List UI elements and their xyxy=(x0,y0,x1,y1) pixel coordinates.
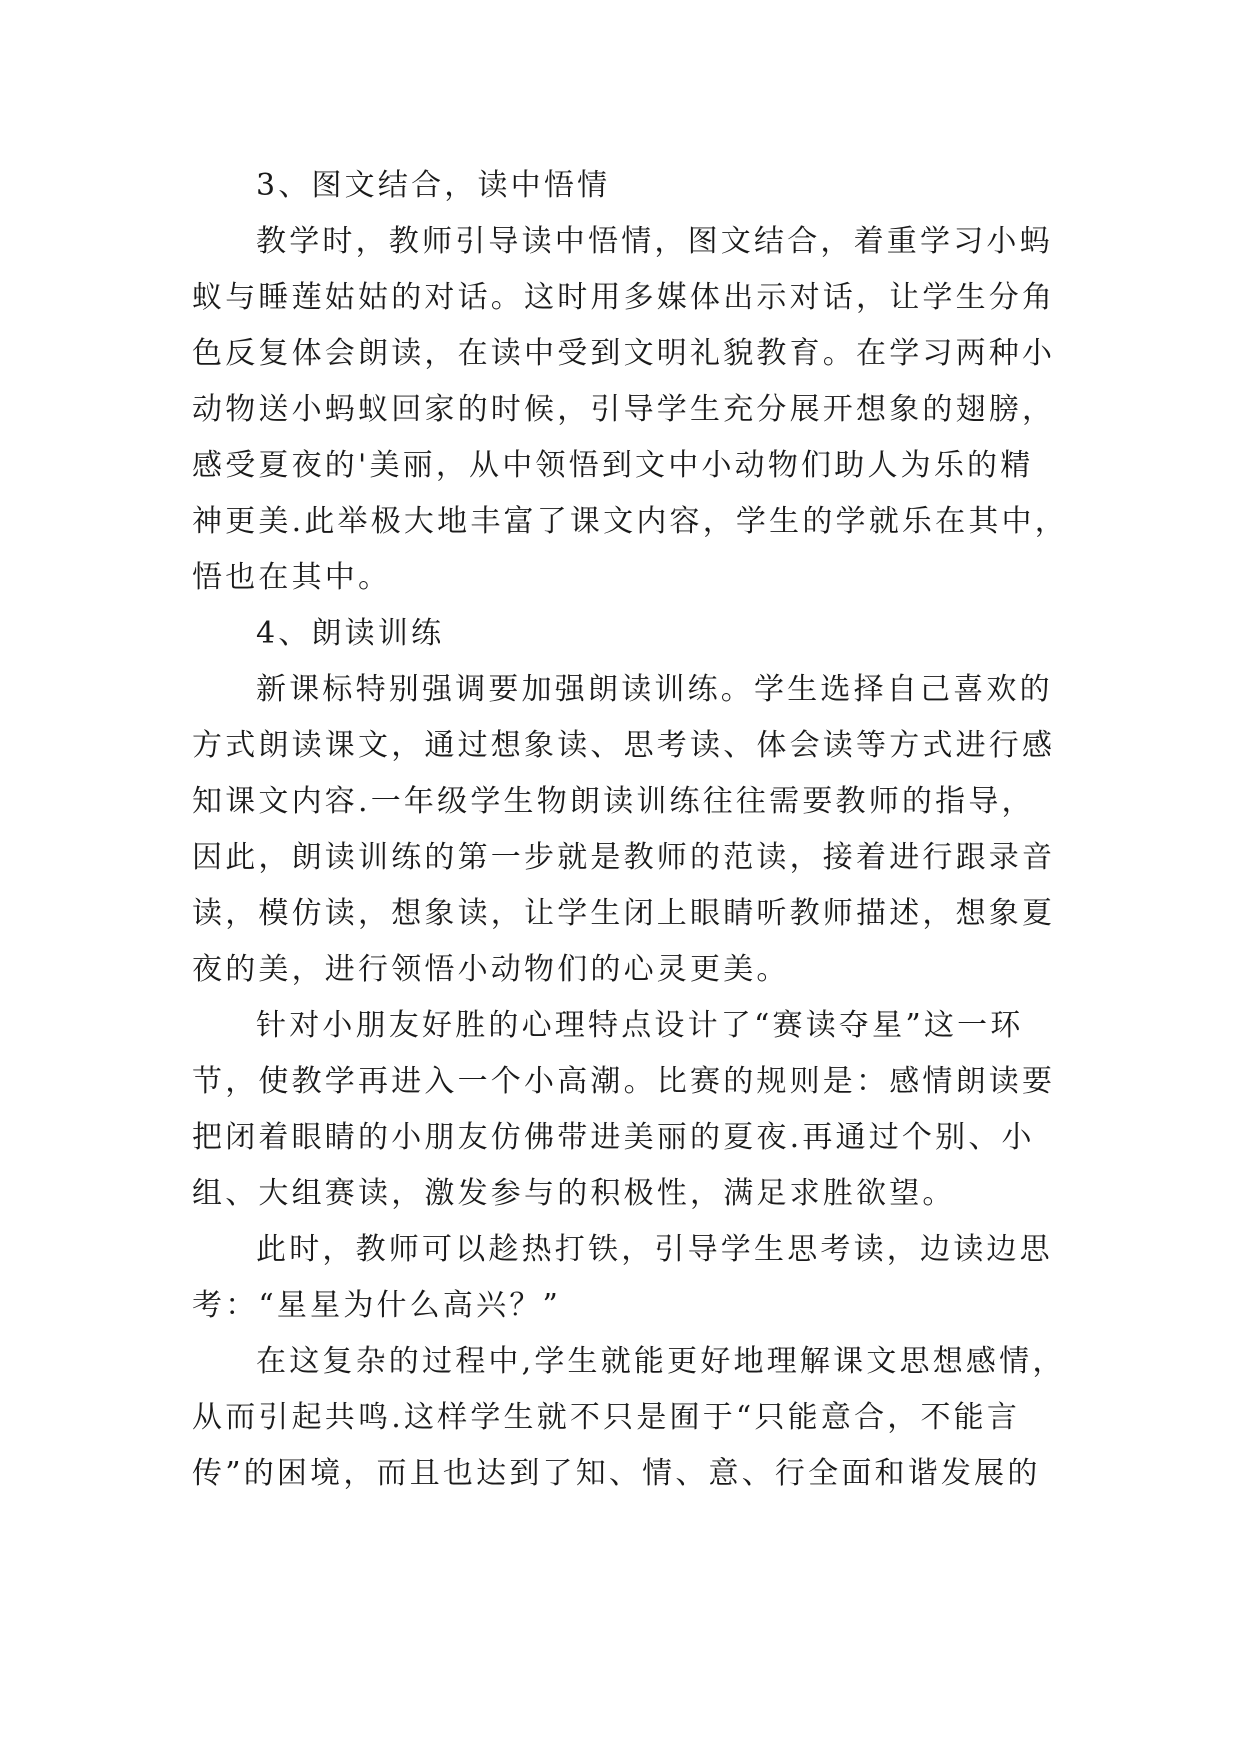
section-heading-3: 3、图文结合，读中悟情 xyxy=(256,168,611,203)
text-line: 方式朗读课文，通过想象读、思考读、体会读等方式进行感 xyxy=(192,728,1056,763)
text-line: 传”的困境，而且也达到了知、情、意、行全面和谐发展的 xyxy=(192,1456,1041,1491)
text-line: 教学时，教师引导读中悟情，图文结合，着重学习小蚂 xyxy=(256,224,1053,259)
text-line: 组、大组赛读，激发参与的积极性，满足求胜欲望。 xyxy=(192,1176,956,1211)
text-line: 感受夏夜的'美丽，从中领悟到文中小动物们助人为乐的精 xyxy=(192,448,1034,483)
text-line: 夜的美，进行领悟小动物们的心灵更美。 xyxy=(192,952,790,987)
text-line: 悟也在其中。 xyxy=(192,560,392,595)
body-text xyxy=(192,158,1072,1502)
text-line: 动物送小蚂蚁回家的时候，引导学生充分展开想象的翅膀， xyxy=(192,392,1056,427)
text-line: 把闭着眼睛的小朋友仿佛带进美丽的夏夜.再通过个别、小 xyxy=(192,1120,1035,1155)
text-line: 从而引起共鸣.这样学生就不只是囿于“只能意合，不能言 xyxy=(192,1400,1021,1435)
text-line: 新课标特别强调要加强朗读训练。学生选择自己喜欢的 xyxy=(256,672,1053,707)
text-line: 考：“星星为什么高兴？” xyxy=(192,1288,562,1323)
text-line: 此时，教师可以趁热打铁，引导学生思考读，边读边思 xyxy=(256,1232,1053,1267)
section-heading-4: 4、朗读训练 xyxy=(256,616,445,651)
text-line: 色反复体会朗读，在读中受到文明礼貌教育。在学习两种小 xyxy=(192,336,1056,371)
text-line: 在这复杂的过程中,学生就能更好地理解课文思想感情， xyxy=(256,1344,1066,1379)
text-line: 读，模仿读，想象读，让学生闭上眼睛听教师描述，想象夏 xyxy=(192,896,1056,931)
text-line: 因此，朗读训练的第一步就是教师的范读，接着进行跟录音 xyxy=(192,840,1056,875)
text-line: 神更美.此举极大地丰富了课文内容，学生的学就乐在其中， xyxy=(192,504,1068,539)
text-line: 针对小朋友好胜的心理特点设计了“赛读夺星”这一环 xyxy=(256,1008,1024,1043)
text-line: 知课文内容.一年级学生物朗读训练往往需要教师的指导， xyxy=(192,784,1035,819)
text-line: 节，使教学再进入一个小高潮。比赛的规则是：感情朗读要 xyxy=(192,1064,1056,1099)
text-line: 蚁与睡莲姑姑的对话。这时用多媒体出示对话，让学生分角 xyxy=(192,280,1056,315)
